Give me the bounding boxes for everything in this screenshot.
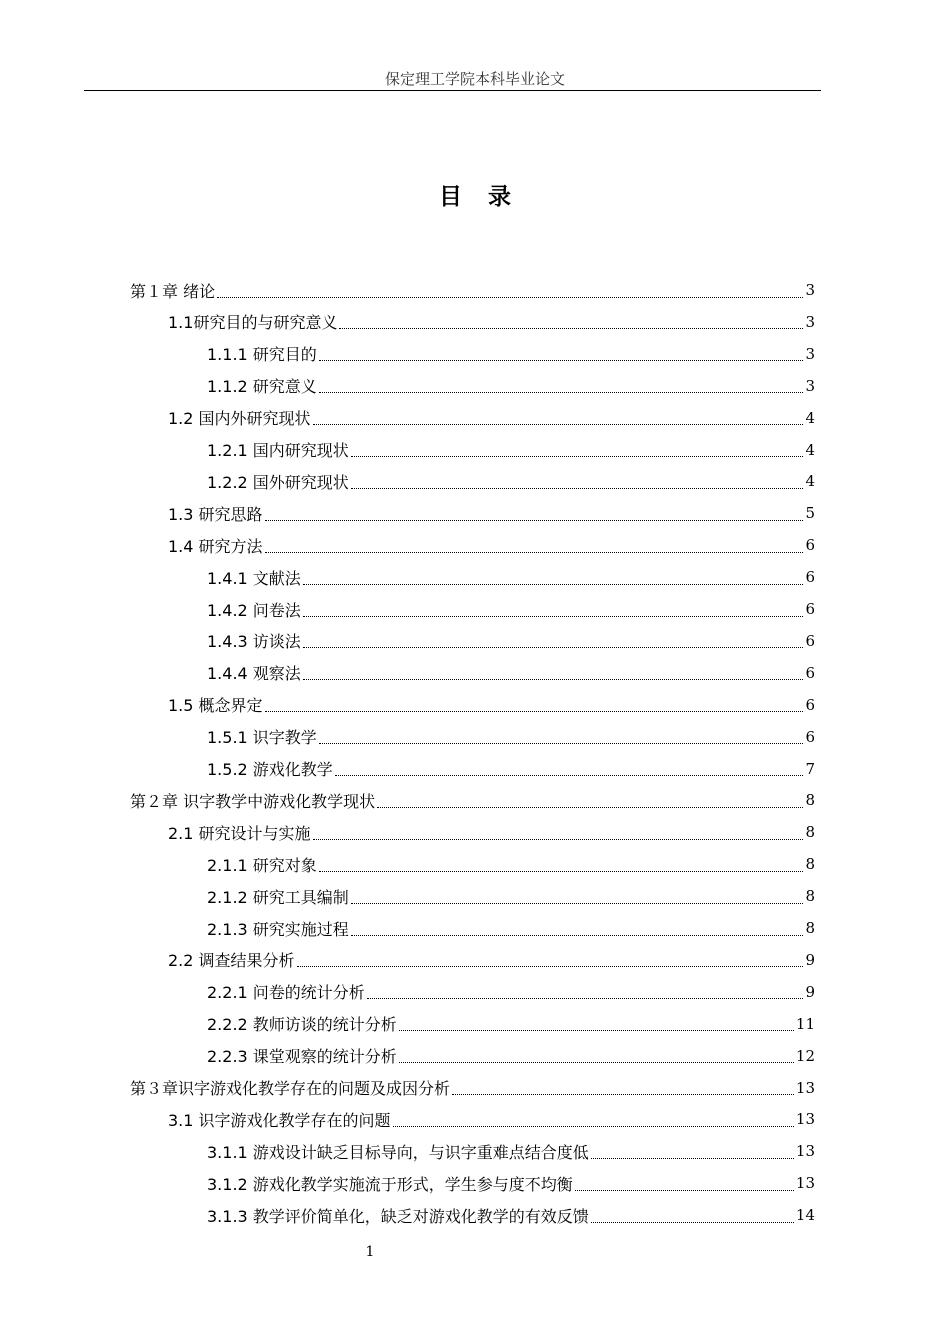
- toc-dot-leader: [303, 616, 804, 617]
- toc-entry-label: 2.2.1 问卷的统计分析: [207, 983, 365, 1003]
- toc-entry[interactable]: [207, 1167, 815, 1199]
- toc-entry-page: 6: [805, 536, 815, 555]
- toc-entry-label: 2.2 调查结果分析: [168, 951, 295, 971]
- toc-entry-label: 1.5 概念界定: [168, 696, 263, 716]
- toc-dot-leader: [303, 679, 804, 680]
- toc-entry-page: 13: [795, 1110, 815, 1129]
- toc-entry-page: 11: [795, 1014, 815, 1033]
- toc-entry-label: 2.1.2 研究工具编制: [207, 887, 349, 907]
- toc-entry-label: 第２章 识字教学中游戏化教学现状: [130, 791, 376, 811]
- toc-entry[interactable]: [168, 1103, 815, 1135]
- toc-dot-leader: [393, 1126, 794, 1127]
- toc-entry-page: 3: [805, 344, 815, 363]
- toc-entry[interactable]: [168, 306, 815, 338]
- toc-dot-leader: [303, 647, 804, 648]
- toc-entry-page: 13: [795, 1078, 815, 1097]
- toc-dot-leader: [575, 1190, 794, 1191]
- toc-dot-leader: [319, 743, 804, 744]
- toc-dot-leader: [265, 520, 804, 521]
- toc-entry[interactable]: [207, 753, 815, 785]
- toc-entry[interactable]: [207, 625, 815, 657]
- toc-entry-page: 3: [805, 312, 815, 331]
- toc-dot-leader: [351, 935, 804, 936]
- toc-dot-leader: [313, 839, 804, 840]
- toc-entry[interactable]: [130, 784, 815, 816]
- toc-dot-leader: [303, 584, 804, 585]
- toc-entry[interactable]: [207, 657, 815, 689]
- toc-entry[interactable]: [207, 1135, 815, 1167]
- toc-entry-label: 第１章 绪论: [130, 281, 216, 301]
- toc-entry-page: 12: [795, 1046, 815, 1065]
- toc-entry[interactable]: [207, 593, 815, 625]
- toc-dot-leader: [399, 1062, 794, 1063]
- toc-entry-label: 1.4.3 访谈法: [207, 632, 301, 652]
- toc-entry-page: 13: [795, 1142, 815, 1161]
- toc-entry-page: 6: [805, 695, 815, 714]
- toc-entry-label: 2.2.2 教师访谈的统计分析: [207, 1015, 397, 1035]
- toc-dot-leader: [351, 488, 804, 489]
- toc-entry[interactable]: [207, 1008, 815, 1040]
- header-rule: [84, 90, 821, 91]
- toc-entry-label: 第３章识字游戏化教学存在的问题及成因分析: [130, 1079, 451, 1098]
- toc-entry[interactable]: [207, 880, 815, 912]
- toc-entry-page: 9: [805, 982, 815, 1001]
- toc-entry-label: 3.1.1 游戏设计缺乏目标导向，与识字重难点结合度低: [207, 1142, 589, 1162]
- toc-entry-label: 2.2.3 课堂观察的统计分析: [207, 1047, 397, 1067]
- toc-entry-page: 7: [805, 759, 815, 778]
- toc-entry[interactable]: [207, 465, 815, 497]
- toc-entry-page: 5: [805, 504, 815, 523]
- toc-entry-label: 1.5.1 识字教学: [207, 728, 317, 748]
- toc-entry-label: 2.1 研究设计与实施: [168, 823, 311, 843]
- toc-dot-leader: [591, 1222, 794, 1223]
- toc-entry[interactable]: [207, 338, 815, 370]
- toc-entry-label: 1.1.2 研究意义: [207, 377, 317, 397]
- toc-dot-leader: [319, 360, 804, 361]
- toc-entry-page: 8: [805, 855, 815, 874]
- toc-dot-leader: [591, 1158, 794, 1159]
- toc-entry-label: 1.2.2 国外研究现状: [207, 472, 349, 492]
- toc-entry-page: 4: [805, 472, 815, 491]
- toc-entry-label: 1.1研究目的与研究意义: [168, 313, 338, 333]
- toc-entry-page: 14: [795, 1206, 815, 1225]
- toc-entry-page: 3: [805, 376, 815, 395]
- toc-entry[interactable]: [168, 944, 815, 976]
- toc-dot-leader: [351, 456, 804, 457]
- toc-entry[interactable]: [130, 274, 815, 306]
- toc-entry-label: 1.1.1 研究目的: [207, 345, 317, 365]
- toc-entry-page: 6: [805, 727, 815, 746]
- toc-entry-page: 8: [805, 887, 815, 906]
- toc-dot-leader: [351, 903, 804, 904]
- toc-entry-page: 8: [805, 919, 815, 937]
- toc-entry-page: 6: [805, 631, 815, 650]
- toc-dot-leader: [217, 297, 803, 298]
- toc-entry-label: 1.4.2 问卷法: [207, 600, 301, 620]
- toc-entry[interactable]: [168, 497, 815, 529]
- toc-entry[interactable]: [207, 370, 815, 402]
- toc-dot-leader: [335, 775, 804, 776]
- page-number: 1: [365, 1244, 375, 1260]
- toc-entry-label: 2.1.3 研究实施过程: [207, 919, 349, 939]
- toc-entry-page: 4: [805, 408, 815, 427]
- toc-title: 目录: [439, 184, 537, 210]
- toc-entry[interactable]: [168, 689, 815, 721]
- toc-entry-label: 1.5.2 游戏化教学: [207, 760, 333, 779]
- toc-entry-label: 2.1.1 研究对象: [207, 855, 317, 875]
- toc-entry-page: 4: [805, 440, 815, 459]
- toc-dot-leader: [265, 552, 804, 553]
- toc-dot-leader: [319, 871, 804, 872]
- toc-dot-leader: [377, 807, 803, 808]
- toc-entry[interactable]: [207, 434, 815, 466]
- toc-entry[interactable]: [207, 561, 815, 593]
- toc-entry-label: 3.1.3 教学评价简单化，缺乏对游戏化教学的有效反馈: [207, 1206, 589, 1226]
- toc-entry-label: 1.4 研究方法: [168, 536, 263, 556]
- toc-dot-leader: [339, 328, 803, 329]
- toc-dot-leader: [319, 392, 804, 393]
- page-header-title: 保定理工学院本科毕业论文: [384, 70, 565, 88]
- toc-dot-leader: [399, 1030, 794, 1031]
- toc-entry-page: 6: [805, 568, 815, 587]
- toc-entry[interactable]: [168, 816, 815, 848]
- toc-entry[interactable]: [168, 402, 815, 434]
- toc-dot-leader: [313, 424, 804, 425]
- toc-entry-page: 6: [805, 600, 815, 618]
- toc-dot-leader: [367, 998, 804, 999]
- toc-entry-label: 1.3 研究思路: [168, 504, 263, 524]
- toc-entry-page: 9: [805, 950, 815, 969]
- toc-entry[interactable]: [207, 1040, 815, 1072]
- toc-entry[interactable]: [207, 912, 815, 944]
- toc-entry-page: 3: [805, 281, 815, 299]
- toc-entry-label: 1.4.1 文献法: [207, 568, 301, 588]
- toc-entry-label: 1.4.4 观察法: [207, 664, 301, 684]
- toc-entry-label: 1.2 国内外研究现状: [168, 409, 311, 429]
- toc-dot-leader: [452, 1094, 794, 1095]
- toc-entry-page: 8: [805, 791, 815, 810]
- toc-entry[interactable]: [130, 1072, 815, 1104]
- toc-entry[interactable]: [207, 721, 815, 753]
- toc-entry-page: 6: [805, 663, 815, 682]
- toc-entry-label: 3.1 识字游戏化教学存在的问题: [168, 1110, 391, 1130]
- toc-entry[interactable]: [207, 976, 815, 1008]
- toc-entry-label: 1.2.1 国内研究现状: [207, 441, 349, 460]
- toc-entry-page: 8: [805, 823, 815, 842]
- toc-dot-leader: [297, 966, 804, 967]
- toc-entry-label: 3.1.2 游戏化教学实施流于形式，学生参与度不均衡: [207, 1174, 573, 1194]
- toc-dot-leader: [265, 711, 804, 712]
- toc-entry[interactable]: [207, 1199, 815, 1231]
- toc-entry[interactable]: [207, 848, 815, 880]
- toc-entry-page: 13: [795, 1174, 815, 1193]
- toc-entry[interactable]: [168, 529, 815, 561]
